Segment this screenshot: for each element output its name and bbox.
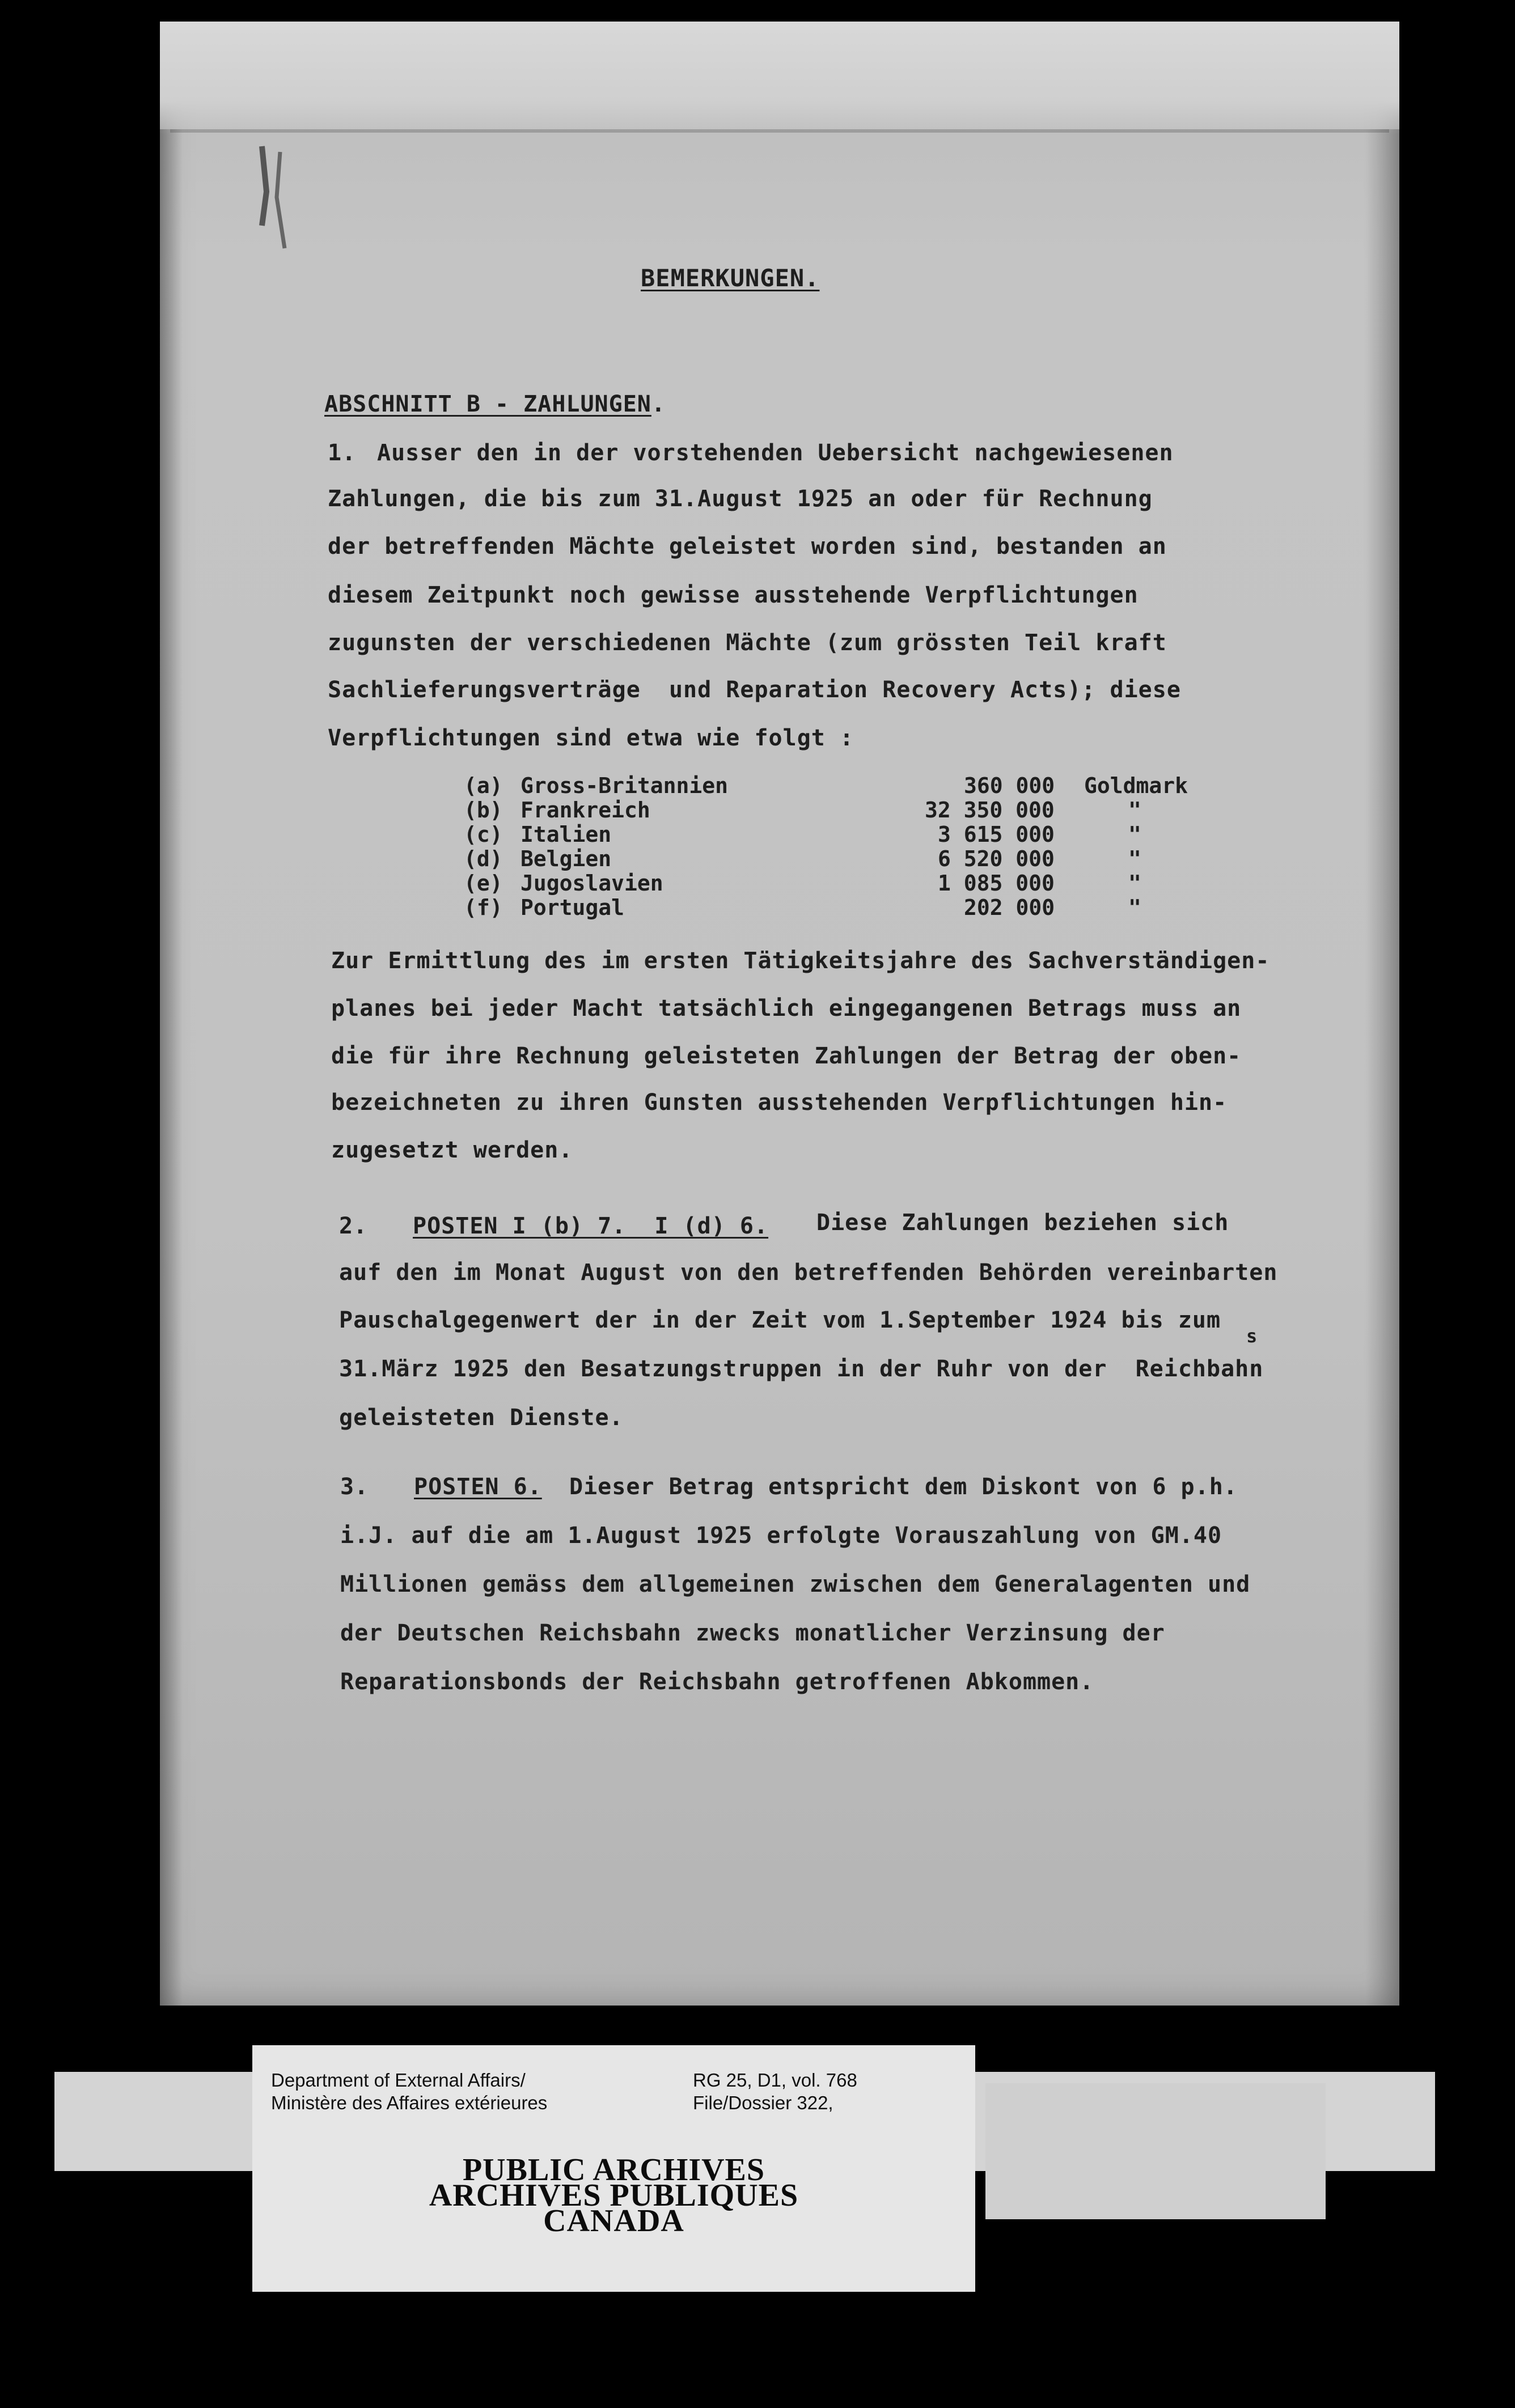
row-amount: 360 000 (964, 773, 1055, 798)
para2-line: Pauschalgegenwert der in der Zeit vom 1.September 1924 bis zum (339, 1307, 1221, 1333)
dept-line: Department of External Affairs/ (271, 2070, 526, 2091)
row-amount: 3 615 000 (938, 822, 1055, 847)
para2-line: auf den im Monat August von den betreffenden Behörden vereinbarten (339, 1260, 1278, 1286)
para1b-line: bezeichneten zu ihren Gunsten ausstehenden Verpflichtungen hin- (331, 1089, 1228, 1116)
ref-line: RG 25, D1, vol. 768 (693, 2070, 857, 2091)
row-unit: " (1128, 846, 1141, 871)
para1-line: der betreffenden Mächte geleistet worden sind, bestanden an (328, 533, 1167, 559)
para1b-line: Zur Ermittlung des im ersten Tätigkeitsjahre des Sachverständigen- (331, 948, 1270, 974)
para1-line: Zahlungen, die bis zum 31.August 1925 an oder für Rechnung (328, 486, 1153, 512)
para2-line: geleisteten Dienste. (339, 1405, 624, 1431)
para2-number: 2. (339, 1213, 368, 1239)
para1-line: Verpflichtungen sind etwa wie folgt : (328, 725, 854, 751)
section-heading-suffix: . (651, 391, 666, 417)
row-unit: " (1128, 798, 1141, 823)
sheet-right-shadow (1365, 129, 1399, 2006)
para1b-line: zugesetzt werden. (331, 1137, 573, 1163)
para1b-line: die für ihre Rechnung geleisteten Zahlungen der Betrag der oben- (331, 1043, 1242, 1069)
para3-line: der Deutschen Reichsbahn zwecks monatlicher Verzinsung der (340, 1620, 1165, 1646)
row-amount: 202 000 (964, 895, 1055, 920)
row-letter: (e) (464, 871, 503, 896)
para1b-line: planes bei jeder Macht tatsächlich eingegangenen Betrags muss an (331, 995, 1242, 1021)
para1-line: diesem Zeitpunkt noch gewisse ausstehende Verpflichtungen (328, 582, 1139, 608)
para1-line: Sachlieferungsverträge und Reparation Recovery Acts); diese (328, 677, 1181, 703)
row-amount: 32 350 000 (925, 798, 1055, 823)
para1-line: zugunsten der verschiedenen Mächte (zum grössten Teil kraft (328, 630, 1167, 656)
para3-line: Reparationsbonds der Reichsbahn getroffenen Abkommen. (340, 1669, 1094, 1695)
row-country: Italien (520, 822, 612, 847)
row-country: Jugoslavien (520, 871, 663, 896)
row-amount: 1 085 000 (938, 871, 1055, 896)
archive-stamp-line: CANADA (543, 2203, 684, 2239)
row-letter: (b) (464, 798, 503, 823)
row-unit: " (1128, 895, 1141, 920)
row-country: Gross-Britannien (520, 773, 729, 798)
para3-line: Millionen gemäss dem allgemeinen zwischen dem Generalagenten und (340, 1571, 1251, 1597)
ref-line: File/Dossier 322, (693, 2092, 833, 2113)
row-unit: " (1128, 871, 1141, 896)
row-amount: 6 520 000 (938, 846, 1055, 871)
row-unit: Goldmark (1084, 773, 1188, 798)
para1-line: Ausser den in der vorstehenden Uebersicht nachgewiesenen (377, 440, 1174, 466)
archive-stamp-line: PUBLIC ARCHIVES (462, 2152, 765, 2187)
row-country: Belgien (520, 846, 612, 871)
para3-line: i.J. auf die am 1.August 1925 erfolgte Vorauszahlung von GM.40 (340, 1523, 1222, 1549)
sheet-left-shadow (160, 129, 183, 2006)
row-letter: (f) (464, 895, 503, 920)
para2-first-line: Diese Zahlungen beziehen sich (816, 1210, 1229, 1236)
section-heading (324, 391, 666, 417)
para1-number: 1. (328, 440, 357, 466)
row-letter: (c) (464, 822, 503, 847)
section-heading-text: ABSCHNITT B - ZAHLUNGEN (324, 391, 651, 417)
sheet-fold-line (170, 129, 1389, 133)
para2-insertion: s (1246, 1325, 1258, 1347)
archive-label-strip-right (985, 2083, 1326, 2219)
para2-line: 31.März 1925 den Besatzungstruppen in der Ruhr von der Reichbahn (339, 1356, 1264, 1382)
row-letter: (d) (464, 846, 503, 871)
row-country: Frankreich (520, 798, 650, 823)
row-letter: (a) (464, 773, 503, 798)
dept-line: Ministère des Affaires extérieures (271, 2092, 548, 2113)
para3-number: 3. (340, 1474, 369, 1500)
sheet-top-band (160, 22, 1399, 135)
para3-first-line: Dieser Betrag entspricht dem Diskont von 6 p.h. (569, 1474, 1238, 1500)
archive-stamp-line: ARCHIVES PUBLIQUES (429, 2178, 799, 2213)
row-unit: " (1128, 822, 1141, 847)
para2-label: POSTEN I (b) 7. I (d) 6. (413, 1213, 769, 1239)
para3-label: POSTEN 6. (414, 1474, 542, 1500)
row-country: Portugal (520, 895, 625, 920)
staple-mark-icon (245, 141, 296, 254)
document-title: BEMERKUNGEN. (641, 264, 820, 292)
